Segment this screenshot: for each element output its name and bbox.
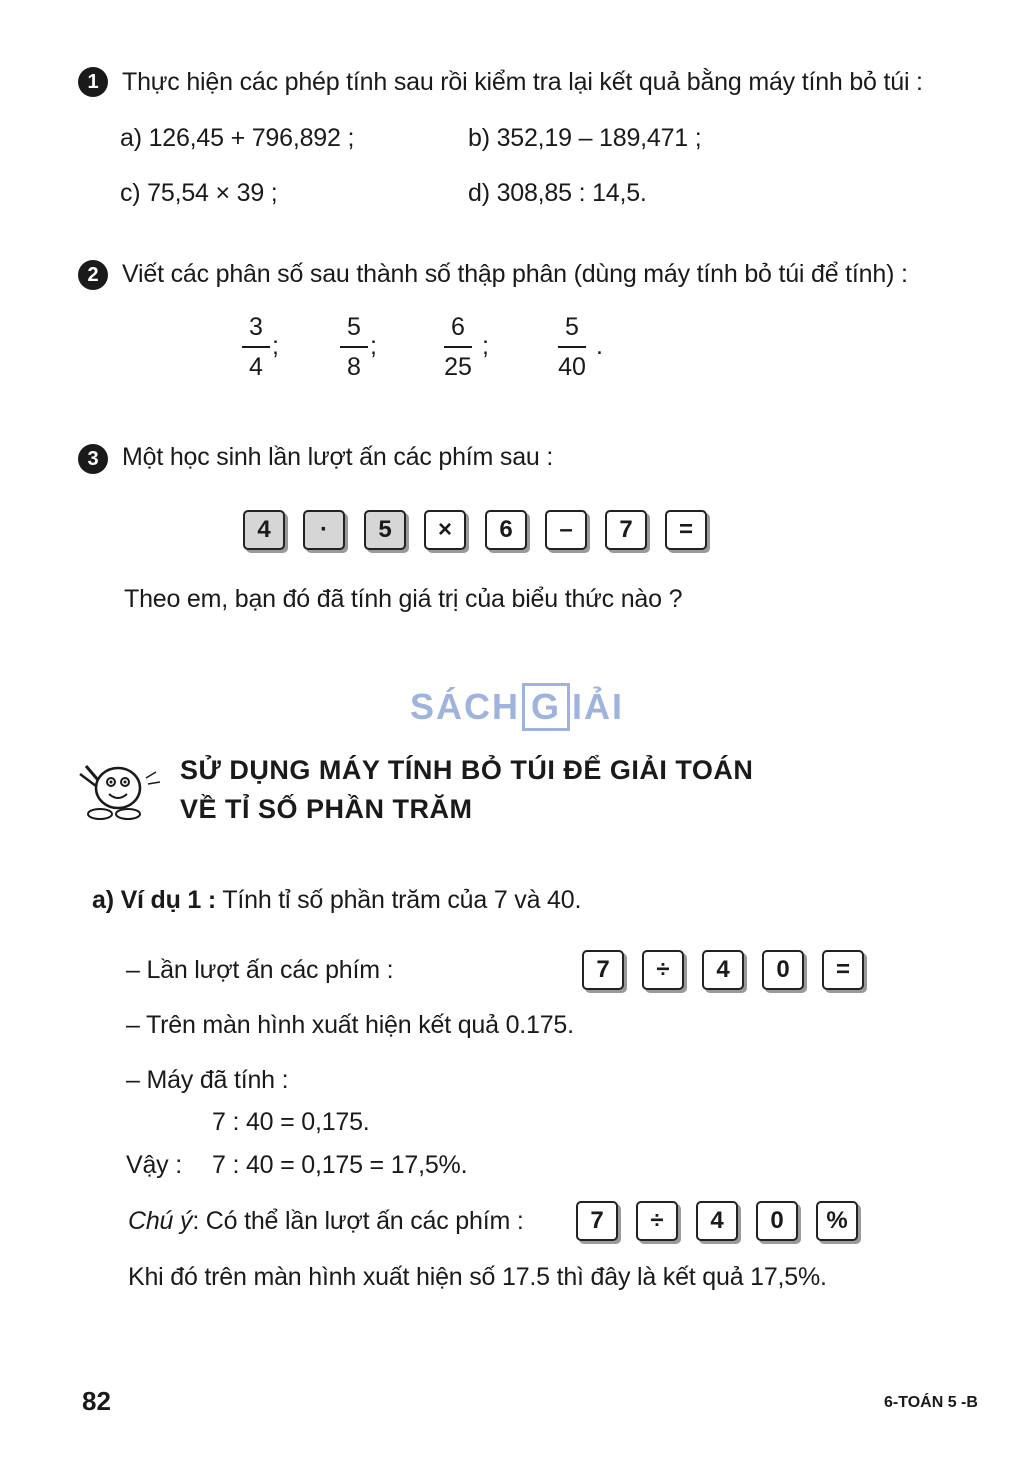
exercise-3-question: Theo em, bạn đó đã tính giá trị của biểu thức nào ? [124,585,683,613]
fraction-4-denominator: 40 [558,353,586,381]
calc-key-4: 4 [243,510,285,550]
computed-label: – Máy đã tính : [126,1066,289,1094]
exercise-1-instruction: Thực hiện các phép tính sau rồi kiểm tra lại kết quả bằng máy tính bỏ túi : [122,68,923,96]
calc-key-equals: = [665,510,707,550]
watermark-box-letter: G [522,683,570,731]
watermark-logo [410,683,624,731]
note-key-divide: ÷ [636,1201,678,1241]
exercise-1-item-b: b) 352,19 – 189,471 ; [468,124,702,152]
calc-key-multiply: × [424,510,466,550]
example-key-4: 4 [702,950,744,990]
page-number: 82 [82,1386,111,1416]
computed-value: 7 : 40 = 0,175. [212,1108,370,1136]
fraction-2-denominator: 8 [347,353,361,381]
exercise-1-badge: 1 [78,67,108,97]
fraction-4-numerator: 5 [565,313,579,341]
example-key-7: 7 [582,950,624,990]
fraction-1-numerator: 3 [249,313,263,341]
watermark-left: SÁCH [410,686,521,727]
fraction-4-separator: . [596,332,603,360]
book-code: 6-TOÁN 5 -B [884,1394,978,1411]
exercise-2-badge: 2 [78,260,108,290]
note-key-percent: % [816,1201,858,1241]
exercise-1-item-c: c) 75,54 × 39 ; [120,179,278,207]
fraction-3 [438,312,478,382]
fraction-1-separator: ; [272,332,279,360]
fraction-2-separator: ; [370,332,377,360]
example-1-text: Tính tỉ số phần trăm của 7 và 40. [222,886,582,914]
fraction-3-separator: ; [482,332,489,360]
fraction-3-numerator: 6 [451,313,465,341]
example-1-label: a) Ví dụ 1 : [92,886,217,914]
calc-key-7: 7 [605,510,647,550]
note-text: : Có thể lần lượt ấn các phím : [192,1207,524,1235]
exercise-3-badge: 3 [78,444,108,474]
section-title-line-2: VỀ TỈ SỐ PHẦN TRĂM [180,794,473,824]
mascot-icon [76,758,166,824]
calc-key-minus: – [545,510,587,550]
exercise-1-item-d: d) 308,85 : 14,5. [468,179,647,207]
calc-key-6: 6 [485,510,527,550]
calc-key-decimal-point: · [303,510,345,550]
fraction-2 [334,312,374,382]
fraction-3-denominator: 25 [444,353,472,381]
calc-key-5: 5 [364,510,406,550]
example-key-0: 0 [762,950,804,990]
final-result-line: Khi đó trên màn hình xuất hiện số 17.5 thì đây là kết quả 17,5%. [128,1263,827,1291]
example-key-divide: ÷ [642,950,684,990]
watermark-right: IẢI [572,686,625,727]
note-key-0: 0 [756,1201,798,1241]
note-key-4: 4 [696,1201,738,1241]
example-key-equals: = [822,950,864,990]
example-1-line [92,886,581,915]
note-label: Chú ý [128,1207,193,1235]
so-value: 7 : 40 = 0,175 = 17,5%. [212,1151,468,1179]
fraction-4 [552,312,592,382]
fraction-1 [236,312,276,382]
exercise-2-instruction: Viết các phân số sau thành số thập phân (dùng máy tính bỏ túi để tính) : [122,260,908,288]
so-label: Vậy : [126,1151,182,1179]
exercise-1-item-a: a) 126,45 + 796,892 ; [120,124,355,152]
screen-result-line: – Trên màn hình xuất hiện kết quả 0.175. [126,1011,574,1039]
note-key-7: 7 [576,1201,618,1241]
fraction-1-denominator: 4 [249,353,263,381]
fraction-2-numerator: 5 [347,313,361,341]
exercise-3-instruction: Một học sinh lần lượt ấn các phím sau : [122,443,554,471]
press-keys-label: – Lần lượt ấn các phím : [126,956,394,984]
section-title-line-1: SỬ DỤNG MÁY TÍNH BỎ TÚI ĐỂ GIẢI TOÁN [180,755,754,785]
note-line [128,1207,524,1236]
